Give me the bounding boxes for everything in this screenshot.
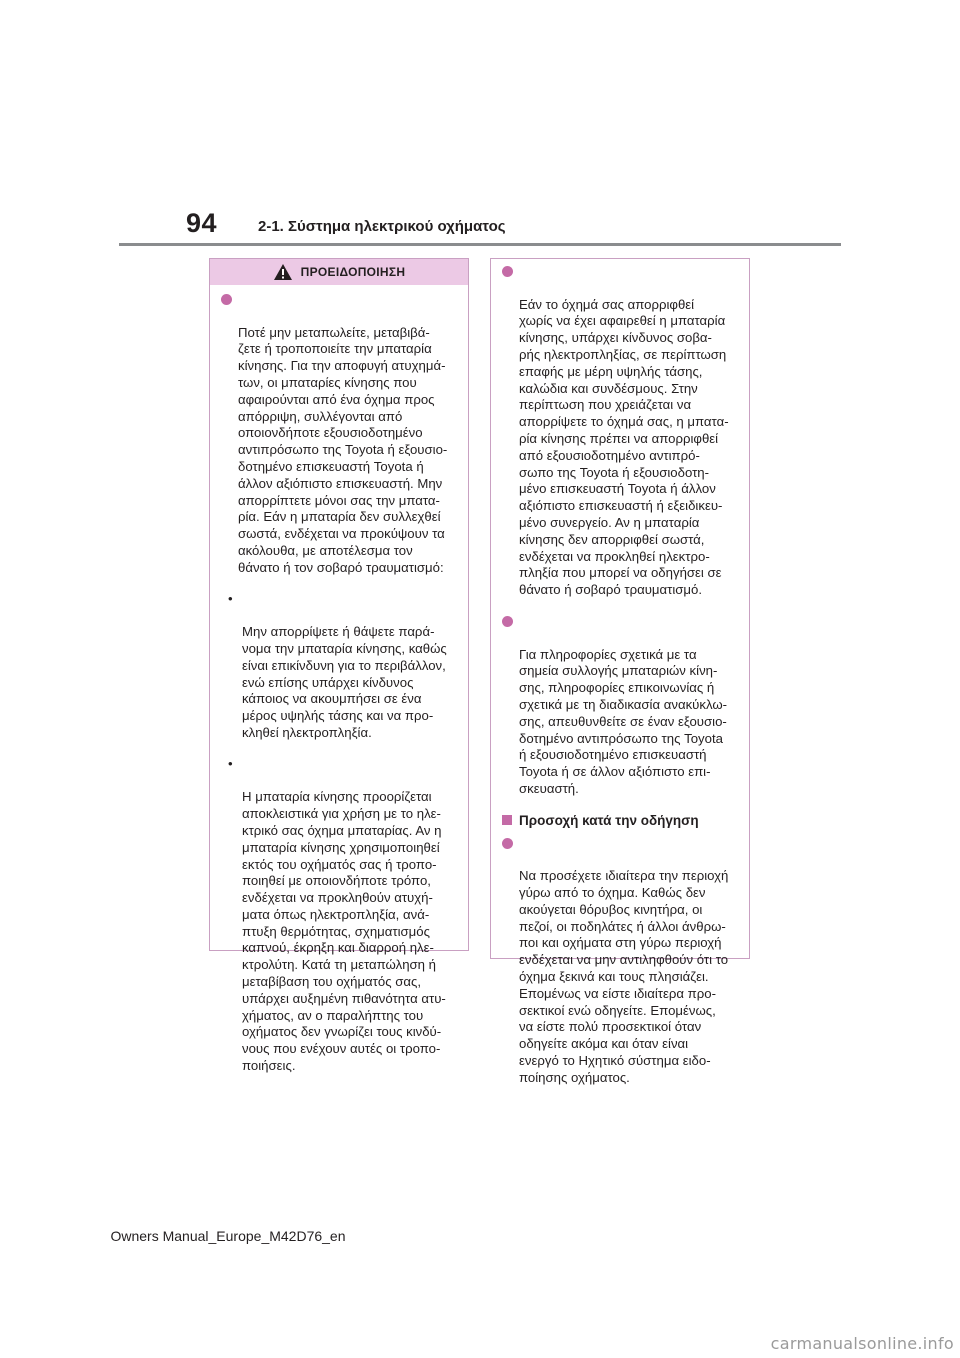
recycling-info-paragraph-text: Για πληροφορίες σχετικά με τα σημεία συλλογής μπαταριών κίνη- σης, πληροφορίες επικοινωνίας ή σχετικά με τη διαδικασία ανακύκλω- σης, απευθυνθείτε σε έναν εξουσιο- δοτημένο αντιπρόσωπο της Toyota ή εξουσιοδοτημένο επισκευαστή Toyota ή σε άλλον αξιόπιστο επι- σκευαστή. bbox=[519, 646, 728, 796]
driving-caution-paragraph bbox=[501, 835, 739, 1087]
warning-title: ΠΡΟΕΙΔΟΠΟΙΗΣΗ bbox=[300, 265, 406, 279]
square-bullet-icon bbox=[502, 815, 512, 825]
manual-name: Owners Manual_Europe_M42D76_en bbox=[110, 1228, 346, 1244]
circle-bullet-icon bbox=[502, 616, 513, 627]
bullet-icon: • bbox=[228, 755, 233, 771]
circle-bullet-icon bbox=[502, 838, 513, 849]
page-header bbox=[0, 0, 960, 250]
section-title: 2-1. Σύστημα ηλεκτρικού οχήματος bbox=[258, 218, 506, 235]
page-number: 94 bbox=[186, 208, 218, 238]
circle-bullet-icon bbox=[502, 266, 513, 277]
bullet-icon: • bbox=[228, 590, 233, 606]
warning-paragraph-text: Ποτέ μην μεταπωλείτε, μεταβιβά- ζετε ή τροποποιείτε την μπαταρία κίνησης. Για την αποφυγή ατυχημά- των, οι μπαταρίες κίνησης που αφαιρούνται από ένα όχημα προς απόρριψη, συλλέγονται από οποιονδήποτε εξουσιοδοτημένο αντιπρόσωπο της Toyota ή εξουσιο- δοτημένο επισκευαστή Toyota ή άλλον αξιόπιστο επισκευαστή. Μην απορρίπτετε μόνοι σας την μπατα- ρία. Εάν η μπαταρία δεν συλλεχθεί σωστά, ενδέχεται να προκύψουν τα ακόλουθα, με αποτέλεσμα τον θάνατο ή τον σοβαρό τραυματισμό: bbox=[238, 324, 448, 575]
disposal-paragraph-text: Εάν το όχημά σας απορριφθεί χωρίς να έχει αφαιρεθεί η μπαταρία κίνησης, υπάρχει κίνδυνος σοβα- ρής ηλεκτροπληξίας, σε περίπτωση επαφής με μέρη υψηλής τάσης, καλώδια και συνδέσμους. Στην περίπτωση που χρειάζεται να απορρίψετε το όχημά σας, η μπατα- ρία κίνησης πρέπει να απορριφθεί από εξουσιοδοτημένο αντιπρό- σωπο της Toyota ή εξουσιοδοτη- μένο επισκευαστή Toyota ή άλλον αξιόπιστο επισκευαστή ή εξειδικευ- μένο συνεργείο. Αν η μπαταρία κίνησης δεν απορριφθεί σωστά, ενδέχεται να προκληθεί ηλεκτρο- πληξία που μπορεί να οδηγήσει σε θάνατο ή σοβαρό τραυματισμό. bbox=[519, 296, 729, 598]
disposal-paragraph bbox=[501, 263, 739, 599]
driving-caution-heading-text: Προσοχή κατά την οδήγηση bbox=[519, 812, 699, 828]
warning-panel bbox=[209, 258, 469, 1074]
driving-caution-heading bbox=[501, 812, 739, 829]
recycling-info-paragraph bbox=[501, 613, 739, 798]
warning-panel-continued bbox=[490, 258, 750, 1085]
list-item-text: Η μπαταρία κίνησης προορίζεται αποκλειστικά για χρήση με το ηλε- κτρικό σας όχημα μπαταρίας. Αν η μπαταρία κίνησης χρησιμοποιηθεί εκτός του οχήματός σας ή τροπο- ποιηθεί με οποιονδήποτε τρόπο, ενδέχεται να προκληθούν ατυχή- ματα όπως ηλεκτροπληξία, ανά- πτυξη θερμότητας, σχηματισμός καπνού, έκρηξη και διαρροή ηλε- κτρολύτη. Κατά τη μεταπώληση ή μεταβίβαση του οχήματός σας, υπάρχει αυξημένη πιθανότητα ατυ- χήματος, αν ο παραλήπτης του οχήματος δεν γνωρίζει τους κινδύ- νους που ενέχουν αυτές οι τροπο- ποιήσεις. bbox=[242, 789, 446, 1074]
list-item bbox=[220, 756, 458, 1075]
circle-bullet-icon bbox=[221, 294, 232, 305]
page-footer bbox=[0, 1228, 960, 1244]
warning-triangle-icon bbox=[273, 263, 293, 281]
list-item bbox=[220, 591, 458, 742]
driving-caution-paragraph-text: Να προσέχετε ιδιαίτερα την περιοχή γύρω από το όχημα. Καθώς δεν ακούγεται θόρυβος κινητήρα, οι πεζοί, οι ποδηλάτες ή άλλοι άνθρω- ποι και οχήματα στη γύρω περιοχή ενδέχεται να μην αντιληφθούν ότι το όχημα ξεκινά και τους πλησιάζει. Επομένως να είστε ιδιαίτερα προ- σεκτικοί ενώ οδηγείτε. Επομένως, να είστε πολύ προσεκτικοί όταν οδηγείτε ακόμα και όταν είναι ενεργό το Ηχητικό σύστημα ειδο- ποίησης οχήματος. bbox=[519, 868, 729, 1085]
list-item-text: Μην απορρίψετε ή θάψετε παρά- νομα την μπαταρία κίνησης, καθώς είναι επικίνδυνη για το περιβάλλον, ενώ επίσης υπάρχει κίνδυνος κάποιος να ακουμπήσει σε ένα μέρος υψηλής τάσης και να προ- κληθεί ηλεκτροπληξία. bbox=[242, 624, 447, 740]
warning-header bbox=[210, 259, 468, 285]
watermark: carmanualsonline.info bbox=[770, 1334, 954, 1353]
warning-paragraph bbox=[220, 291, 458, 577]
header-divider bbox=[119, 243, 841, 246]
